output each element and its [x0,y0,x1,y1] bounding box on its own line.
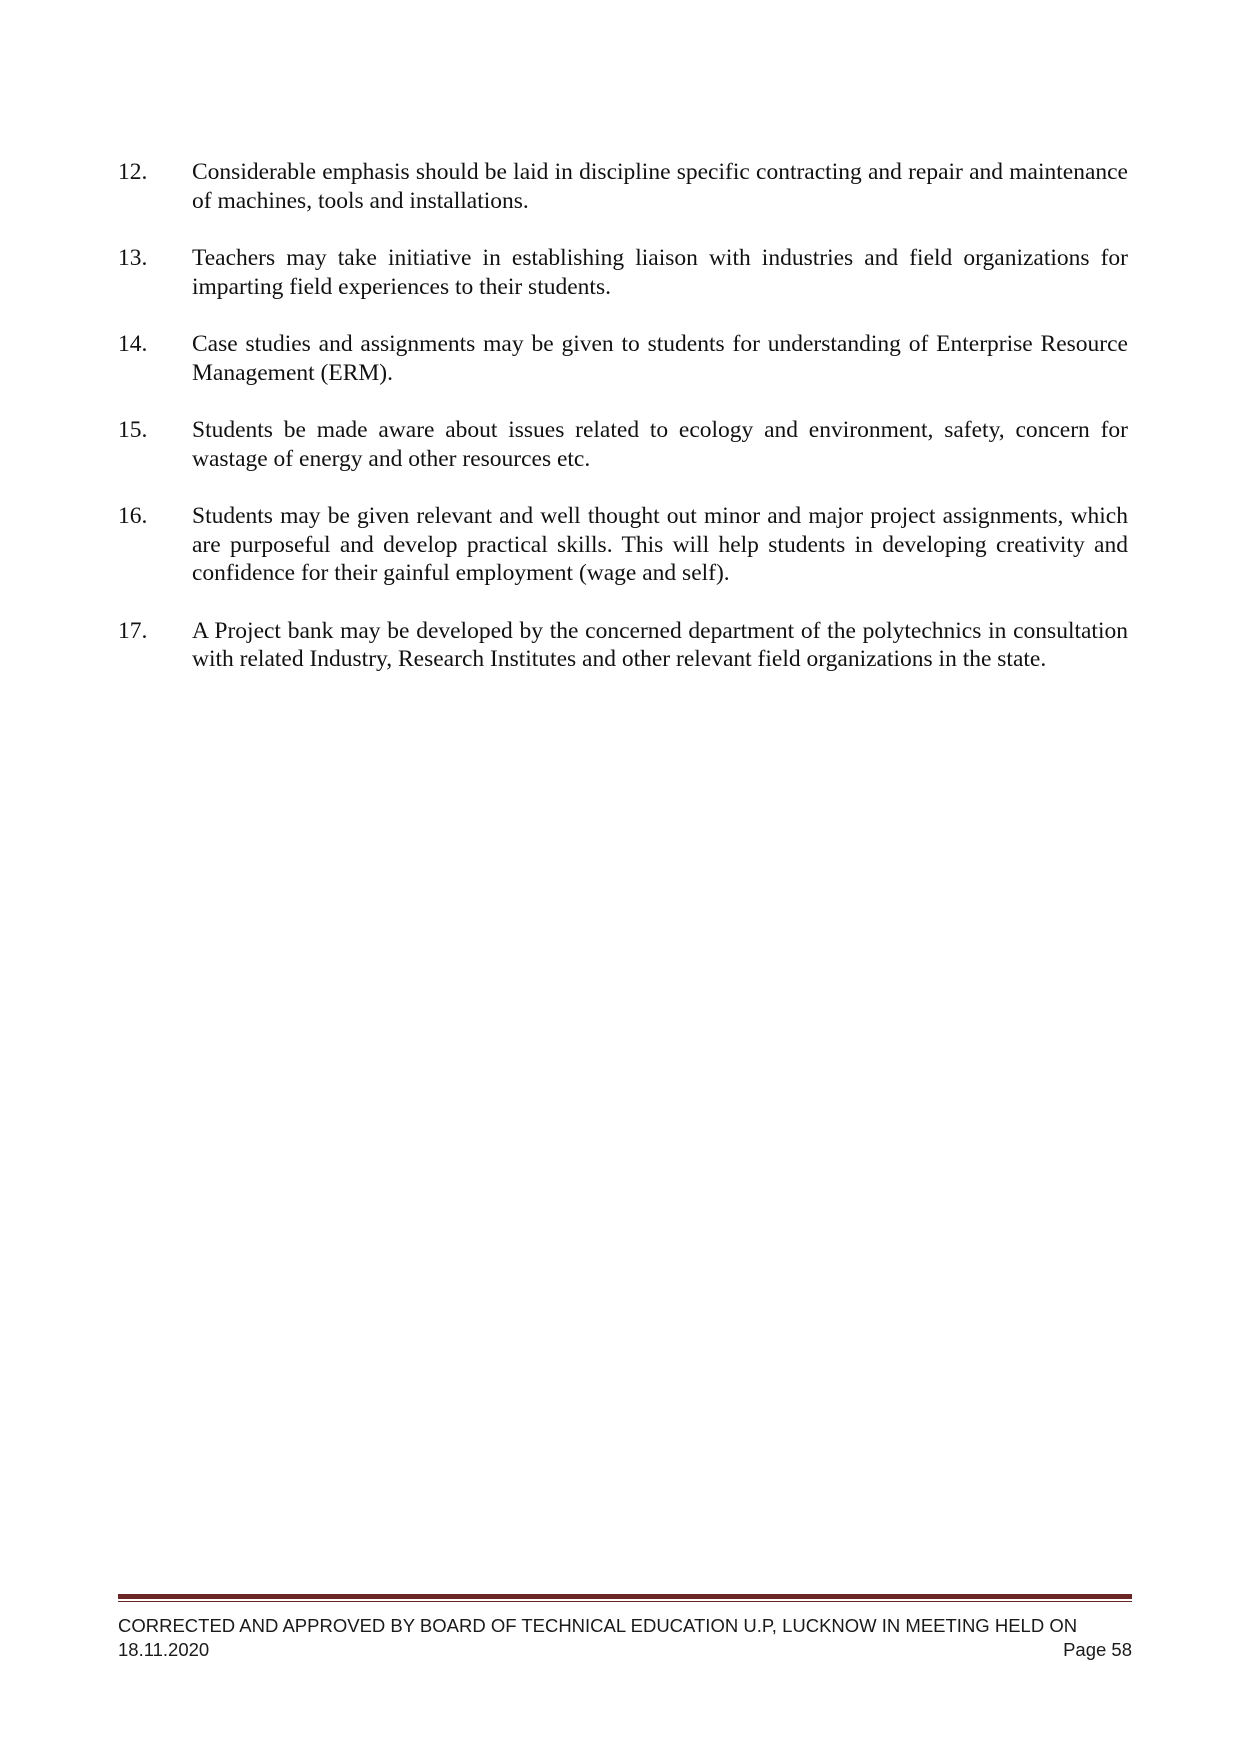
item-number: 13. [118,245,148,271]
item-text: A Project bank may be developed by the concerned department of the polytechnics in consultation with related Industry, Research Institutes and other relevant field organizations in the state. [192,617,1128,672]
footer-row [118,1638,1132,1662]
footer-rule-thin [118,1601,1132,1602]
footer-text [118,1614,1132,1662]
list-item [118,416,1128,473]
item-text: Students be made aware about issues related to ecology and environment, safety, concern for wastage of energy and other resources etc. [192,417,1128,472]
list-item [118,617,1128,674]
page-number: Page 58 [1063,1639,1132,1660]
item-number: 17. [118,617,148,644]
item-number: 15. [118,417,148,443]
item-number: 14. [118,331,148,357]
item-text: Case studies and assignments may be given to students for understanding of Enterprise Resource Management (ERM). [192,331,1128,386]
list-item [118,158,1128,215]
footer-approval-line: CORRECTED AND APPROVED BY BOARD OF TECHNICAL EDUCATION U.P, LUCKNOW IN MEETING HELD ON [118,1615,1078,1636]
item-number: 12. [118,159,148,185]
numbered-list [118,158,1128,703]
list-item [118,330,1128,387]
list-item [118,244,1128,301]
page-footer [118,1594,1132,1662]
footer-rule-thick [118,1594,1132,1599]
item-text: Students may be given relevant and well thought out minor and major project assignments, which are purposeful and develop practical skills. This will help students in developing creativity and confidence for their gainful employment (wage and self). [192,503,1128,586]
item-text: Considerable emphasis should be laid in discipline specific contracting and repair and maintenance of machines, tools and installations. [192,159,1128,214]
list-item [118,502,1128,588]
item-text: Teachers may take initiative in establishing liaison with industries and field organizations for imparting field experiences to their students. [192,245,1128,300]
footer-date: 18.11.2020 [118,1639,210,1660]
item-number: 16. [118,503,148,529]
